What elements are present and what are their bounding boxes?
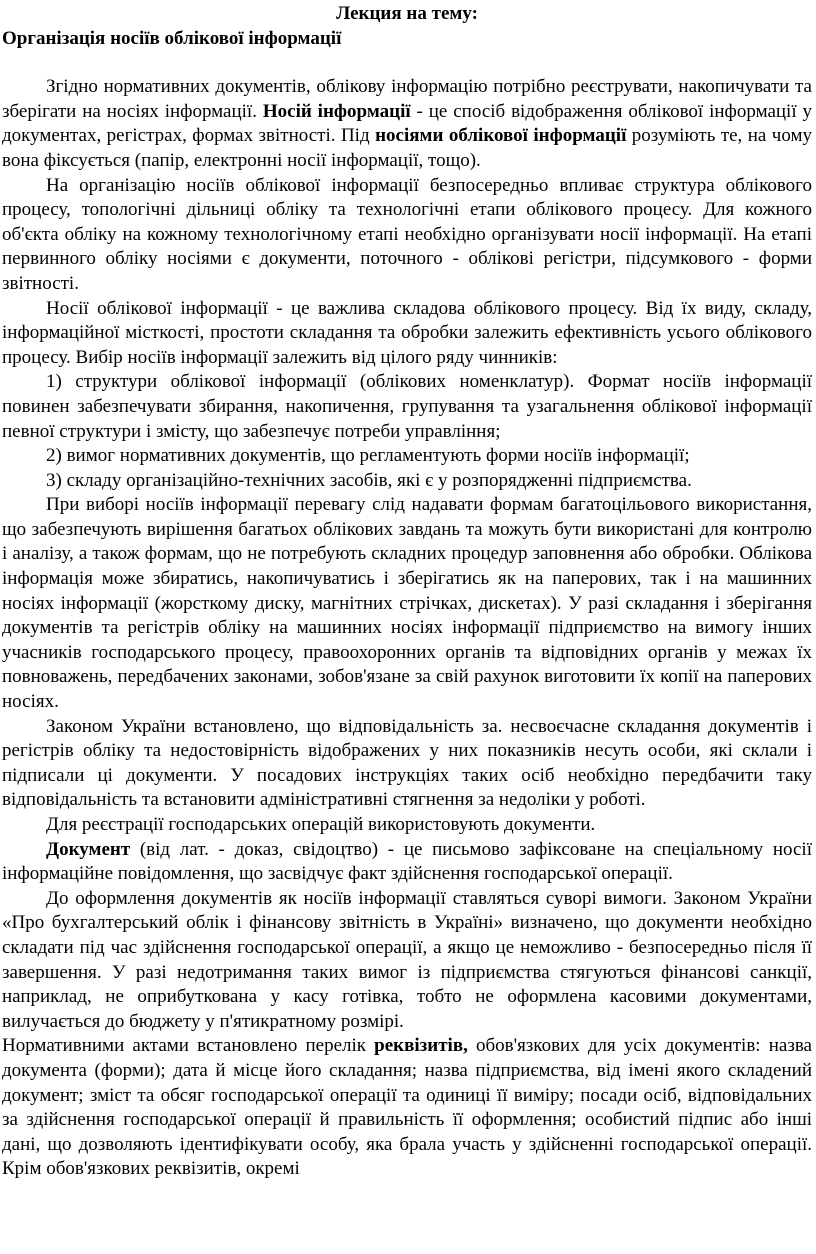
paragraph-1-text-c: - це спосіб відображення облікової інформації у документах, регістрах, формах звітності. Під (2, 100, 813, 147)
term-rekvizytiv: реквізитів, (374, 1035, 468, 1057)
paragraph-12-text-c: обов'язкових для усіх документів: назва документа (форми); дата й місце його складання; назва підприємства, від імені якого складений документ; зміст та обсяг господарської операції та одиниці її виміру; посади осіб, відповідальних за здійснення господарської операції й правильність її оформлення; особистий підпис або інші дані, що дозволяють ідентифікувати особу, яка брала участь у здійсненні господарської операції. Крім обов'язкових реквізитів, окремі (2, 1035, 812, 1180)
paragraph-10 (2, 838, 812, 887)
term-nosiiamy-oblikovoi-informatsii: носіями облікової інформації (375, 125, 627, 147)
paragraph-8: Законом України встановлено, що відповідальність за. несвоєчасне складання документів і регістрів обліку та недостовірність відображених у них показників несуть особи, які склали і підписали ці документи. У посадових інструкціях таких осіб необхідно передбачити таку відповідальність та встановити адміністративні стягнення за недоліки у роботі. (2, 715, 812, 811)
paragraph-3: Носії облікової інформації - це важлива складова облікового процесу. Від їх виду, складу, інформаційної місткості, простоти складання та обробки залежить ефективність усього облікового процесу. Вибір носіїв інформації залежить від цілого ряду чинників: (2, 297, 812, 368)
term-nosii-informatsii: Носій інформації (262, 100, 411, 122)
lecture-title: Лекция на тему: (336, 3, 478, 24)
paragraph-1 (2, 75, 812, 173)
lecture-subtitle: Організація носіїв облікової інформації (2, 27, 342, 49)
paragraph-1-text-d: розуміють те, на чому вона фіксується (папір, електронні носії інформації, тощо). (2, 125, 813, 171)
paragraph-12 (2, 1034, 812, 1182)
list-item-1: 1) структури облікової інформації (облікових номенклатур). Формат носіїв інформації повинен забезпечувати збирання, накопичення, групування та узагальнення облікової інформації певної структури і змісту, що забезпечує потреби управління; (2, 371, 812, 442)
paragraph-9: Для реєстрації господарських операцій використовують документи. (46, 814, 596, 835)
paragraph-12-text-a: Нормативними актами встановлено перелік (2, 1035, 375, 1057)
paragraph-1-text-a: Згідно нормативних документів, облікову інформацію потрібно реєструвати, накопичувати та зберігати на носіях інформації. (2, 76, 812, 122)
list-item-3: 3) складу організаційно-технічних засобів, які є у розпорядженні підприємства. (46, 469, 692, 491)
paragraph-2: На організацію носіїв облікової інформації безпосередньо впливає структура облікового процесу, топологічні дільниці обліку та технологічні етапи облікового процесу. Для кожного об'єкта обліку на кожному технологічному етапі необхідно організувати носії інформації. На етапі первинного обліку носіями є документи, поточного - облікові регістри, підсумкового - форми звітності. (2, 174, 812, 294)
paragraph-7: При виборі носіїв інформації перевагу слід надавати формам багатоцільового використання, що забезпечують вирішення багатьох облікових завдань та можуть бути використані для контролю і аналізу, а також формам, що не потребують складних процедур заповнення або обробки. Облікова інформація може збиратись, накопичуватись і зберігатись як на паперових, так і на машинних носіях інформації (жорсткому диску, магнітних стрічках, дискетах). У разі складання і зберігання документів та регістрів обліку на машинних носіях інформації підприємство на вимогу інших учасників господарського процесу, правоохоронних органів та відповідних органів у межах їх повноважень, передбачених законами, зобов'язане за свій рахунок виготовити їх копії на паперових носіях. (2, 494, 812, 713)
paragraph-11: До оформлення документів як носіїв інформації ставляться суворі вимоги. Законом України «Про бухгалтерський облік і фінансову звітність в Україні» визначено, що документи необхідно складати під час здійснення господарської операції, а якщо це неможливо - безпосередньо після її завершення. У разі недотримання таких вимог із підприємства стягуються фінансові санкції, наприклад, не оприбуткована у касу готівка, тобто не оформлена касовими документами, вилучається до бюджету у п'ятикратному розмірі. (2, 887, 812, 1032)
list-item-2: 2) вимог нормативних документів, що регламентують форми носіїв інформації; (46, 445, 690, 467)
term-dokument: Документ (46, 838, 131, 860)
paragraph-10-text: (від лат. - доказ, свідоцтво) - це письмово зафіксоване на спеціальному носії інформаційне повідомлення, що засвідчує факт здійснення господарської операції. (2, 838, 812, 885)
